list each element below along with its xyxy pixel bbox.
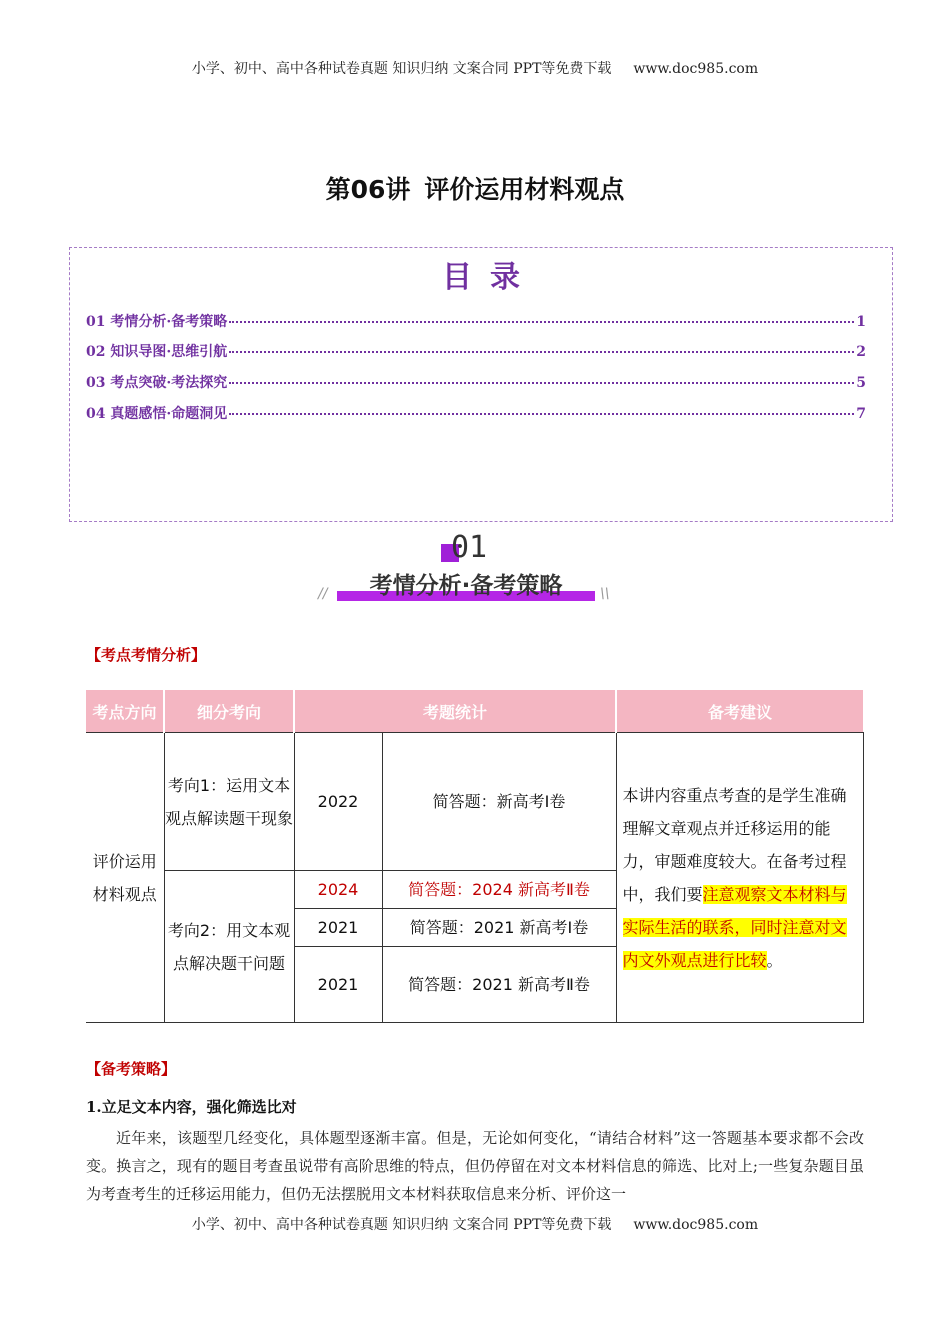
- footer-text: 小学、初中、高中各种试卷真题 知识归纳 文案合同 PPT等免费下载: [191, 1217, 612, 1233]
- toc-item-page: 7: [856, 406, 866, 422]
- question-cell: 简答题：2021 新高考Ⅰ卷: [382, 909, 616, 947]
- toc-item[interactable]: [86, 341, 866, 361]
- strategy-subtitle: 1.立足文本内容，强化筛选比对: [86, 1098, 297, 1116]
- advice-highlight: 注意观察文本材料与实际生活的联系，同时注意对文内文外观点进行比较: [622, 884, 847, 970]
- toc-leader: [229, 321, 854, 323]
- header-sub-direction: 细分考向: [164, 690, 294, 733]
- year-cell: 2021: [294, 909, 382, 947]
- section-title: 考情分析·备考策略: [369, 573, 563, 599]
- question-cell: 简答题：2024 新高考Ⅱ卷: [382, 871, 616, 909]
- toc-item-label: 02 知识导图·思维引航: [86, 344, 228, 360]
- toc-leader: [229, 351, 854, 353]
- analysis-heading: 【考点考情分析】: [86, 646, 207, 664]
- toc-leader: [229, 382, 854, 384]
- header-direction: 考点方向: [86, 690, 164, 733]
- toc-item-page: 1: [856, 314, 866, 330]
- toc-item-label: 01 考情分析·备考策略: [86, 314, 228, 330]
- section-number: 01: [451, 530, 488, 565]
- page-title: [0, 170, 950, 206]
- table-of-contents: [69, 247, 893, 522]
- direction-cell: 考向1：运用文本观点解读题干现象: [164, 733, 294, 871]
- advice-end: 。: [766, 950, 783, 970]
- toc-item[interactable]: [86, 311, 866, 331]
- exam-stats-table: [86, 690, 864, 1023]
- strategy-paragraph: 近年来，该题型几经变化，具体题型逐渐丰富。但是，无论如何变化，“请结合材料”这一答题基本要求都不会改变。换言之，现有的题目考查虽说带有高阶思维的特点，但仍停留在对文本材料信息的筛选、比对上;一些复杂题目虽为考查考生的迁移运用能力，但仍无法摆脱用文本材料获取信息来分析、评价这一: [86, 1129, 864, 1203]
- strategy-heading: 【备考策略】: [86, 1060, 177, 1078]
- toc-item[interactable]: [86, 372, 866, 392]
- year-cell: 2021: [294, 947, 382, 1023]
- toc-item[interactable]: [86, 403, 866, 423]
- header-statistics: 考题统计: [294, 690, 616, 733]
- year-cell: 2024: [294, 871, 382, 909]
- section-slash-right: \\: [600, 586, 610, 602]
- toc-leader: [229, 413, 854, 415]
- toc-item-page: 5: [856, 375, 866, 391]
- toc-item-page: 2: [856, 344, 866, 360]
- topic-cell: 评价运用材料观点: [86, 733, 164, 1023]
- toc-item-label: 03 考点突破·考法探究: [86, 375, 228, 391]
- year-cell: 2022: [294, 733, 382, 871]
- toc-item-label: 04 真题感悟·命题洞见: [86, 406, 228, 422]
- section-slash-left: //: [318, 586, 328, 602]
- question-cell: 简答题：2021 新高考Ⅱ卷: [382, 947, 616, 1023]
- advice-text: 本讲内容重点考查的是学生准确理解文章观点并迁移运用的能力，审题难度较大。在备考过程中，我们要: [622, 785, 847, 904]
- header-site: www.doc985.com: [633, 61, 759, 77]
- header-text: 小学、初中、高中各种试卷真题 知识归纳 文案合同 PPT等免费下载: [191, 61, 612, 77]
- lecture-number: 第06讲: [325, 175, 411, 204]
- header-advice: 备考建议: [616, 690, 863, 733]
- footer-site: www.doc985.com: [633, 1217, 759, 1233]
- table-row: [86, 733, 863, 871]
- advice-cell: [616, 733, 863, 1023]
- page-footer: [0, 1214, 950, 1234]
- direction-cell: 考向2：用文本观点解决题干问题: [164, 871, 294, 1023]
- page-header: [0, 58, 950, 78]
- table-header-row: [86, 690, 863, 733]
- toc-heading: 目录: [442, 260, 538, 295]
- lecture-name: 评价运用材料观点: [424, 175, 625, 204]
- question-cell: 简答题：新高考Ⅰ卷: [382, 733, 616, 871]
